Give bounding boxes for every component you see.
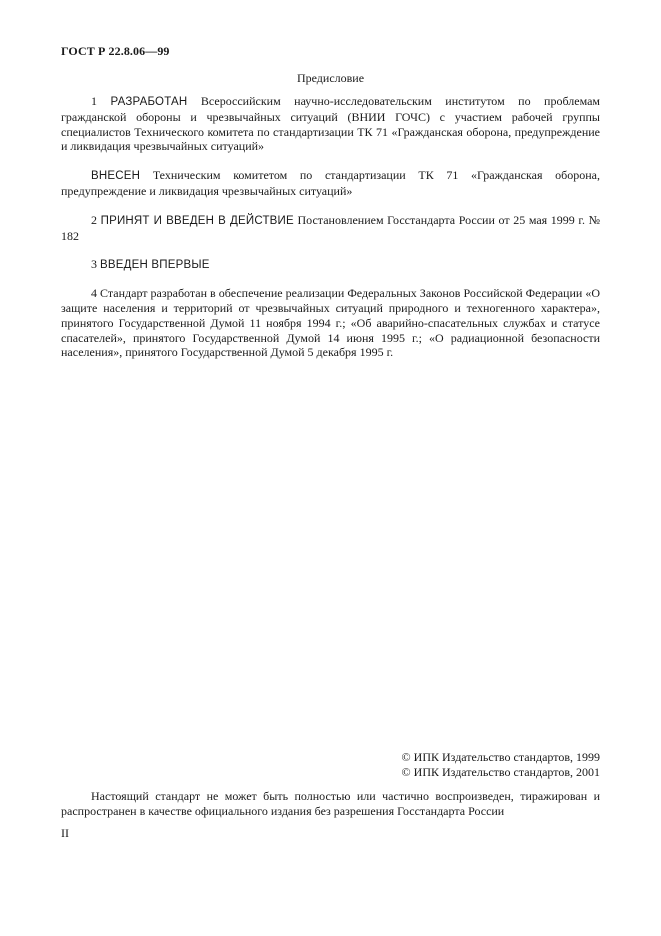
item-text: Стандарт разработан в обеспечение реализации Федеральных Законов Российской Федерации «О защите населения и территорий от чрезвычайных ситуаций природного и техногенного характера», принятого Государственной Думой 11 ноября 1994 г.; «Об аварийно-спасательных службах и статусе спасателей», принятого Государственной Думой 14 июня 1995 г.; «О радиационной безопасности населения», принятого Государственной Думой 5 декабря 1995 г. — [61, 286, 600, 360]
item-heading: ВВЕДЕН ВПЕРВЫЕ — [100, 259, 210, 272]
item-heading: ПРИНЯТ И ВВЕДЕН В ДЕЙСТВИЕ — [100, 214, 294, 227]
item-number: 2 — [91, 212, 97, 227]
item-heading: ВНЕСЕН — [91, 170, 141, 183]
foreword-body — [61, 94, 600, 374]
item-text: Постановлением Госстандарта России от 25 мая 1999 г. № 182 — [61, 212, 601, 243]
item-text: Всероссийским научно-исследовательским институтом по проблемам гражданской обороны и чрезвычайных ситуаций (ВНИИ ГОЧС) с участием рабочей группы специалистов Технического комитета по стандартизации ТК 71 «Гражданская оборона, предупреждение и ликвидация чрезвычайных ситуаций» — [61, 94, 601, 154]
foreword-item-2 — [61, 213, 600, 244]
copyright-block — [402, 750, 600, 780]
reproduction-notice: Настоящий стандарт не может быть полностью или частично воспроизведен, тиражирован и распространен в качестве официального издания без разрешения Госстандарта России — [61, 789, 600, 818]
standard-designation: ГОСТ Р 22.8.06—99 — [61, 44, 170, 58]
item-number: 1 — [91, 94, 97, 108]
item-text: Техническим комитетом по стандартизации ТК 71 «Гражданская оборона, предупреждение и ликвидация чрезвычайных ситуаций» — [61, 168, 600, 198]
item-number: 3 — [91, 257, 97, 272]
foreword-title: Предисловие — [296, 71, 365, 85]
item-number: 4 — [91, 286, 97, 301]
copyright-line: © ИПК Издательство стандартов, 2001 — [401, 765, 600, 779]
foreword-item-1 — [61, 94, 600, 154]
item-heading: РАЗРАБОТАН — [110, 96, 188, 108]
page-number: II — [61, 826, 69, 840]
copyright-line: © ИПК Издательство стандартов, 1999 — [401, 750, 600, 764]
foreword-item-4 — [61, 286, 600, 360]
foreword-item-3 — [61, 257, 600, 273]
foreword-item-1-introduced — [61, 168, 600, 199]
